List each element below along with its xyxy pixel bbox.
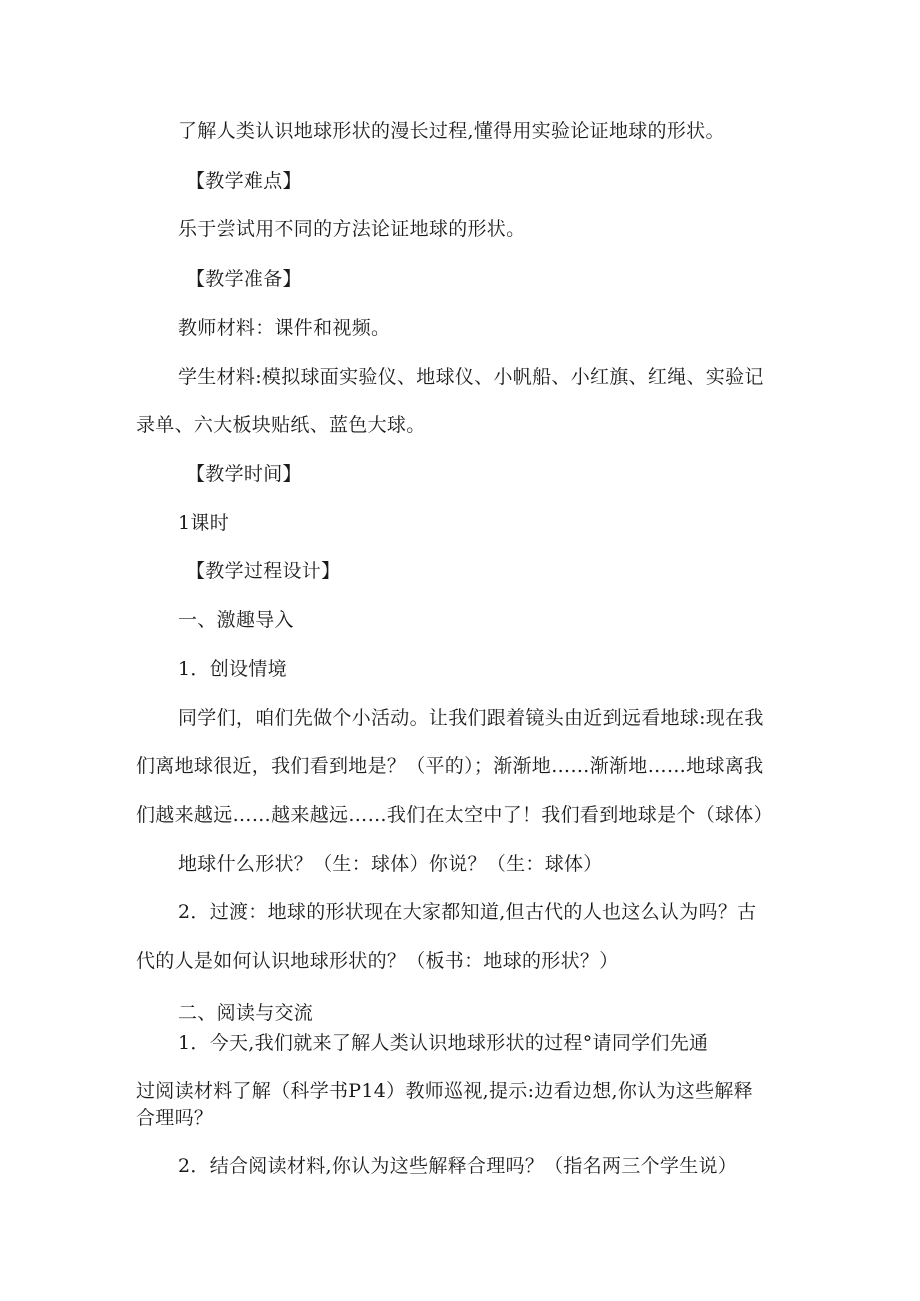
objective-line: 了解人类认识地球形状的漫长过程,懂得用实验论证地球的形状。 — [178, 120, 725, 142]
paragraph-line: 同学们，咱们先做个小活动。让我们跟着镜头由近到远看地球:现在我 — [178, 707, 764, 729]
section-heading-process: 【教学过程设计】 — [186, 560, 341, 582]
paragraph-line: 代的人是如何认识地球形状的？（板书：地球的形状？） — [136, 950, 619, 972]
subsection-heading: 一、激趣导入 — [178, 609, 294, 631]
numbered-item: 2．结合阅读材料,你认为这些解释合理吗？（指名两三个学生说） — [178, 1155, 738, 1177]
section-heading-difficulty: 【教学难点】 — [186, 170, 302, 192]
paragraph-line: 过阅读材料了解（科学书P14）教师巡视,提示:边看边想,你认为这些解释 — [136, 1080, 753, 1102]
numbered-item: 2．过渡：地球的形状现在大家都知道,但古代的人也这么认为吗？古 — [178, 901, 757, 923]
paragraph-line: 学生材料:模拟球面实验仪、地球仪、小帆船、小红旗、红绳、实验记 — [178, 366, 764, 388]
paragraph-line: 乐于尝试用不同的方法论证地球的形状。 — [178, 218, 526, 240]
paragraph-line: 教师材料：课件和视频。 — [178, 317, 391, 339]
subsection-heading: 二、阅读与交流 — [178, 1002, 314, 1024]
paragraph-line: 们越来越远……越来越远……我们在太空中了！我们看到地球是个（球体） — [136, 804, 773, 826]
section-heading-time: 【教学时间】 — [186, 463, 302, 485]
paragraph-line: 们离地球很近，我们看到地是？（平的）；渐渐地……渐渐地……地球离我 — [136, 755, 764, 777]
paragraph-line: 1课时 — [178, 512, 229, 534]
paragraph-line: 录单、六大板块贴纸、蓝色大球。 — [136, 414, 426, 436]
numbered-item: 1．创设情境 — [178, 658, 287, 680]
section-heading-preparation: 【教学准备】 — [186, 268, 302, 290]
numbered-item: 1．今天,我们就来了解人类认识地球形状的过程°请同学们先通 — [178, 1032, 709, 1054]
paragraph-line: 地球什么形状？（生：球体）你说？（生：球体） — [178, 853, 603, 875]
paragraph-line: 合理吗？ — [136, 1107, 214, 1129]
